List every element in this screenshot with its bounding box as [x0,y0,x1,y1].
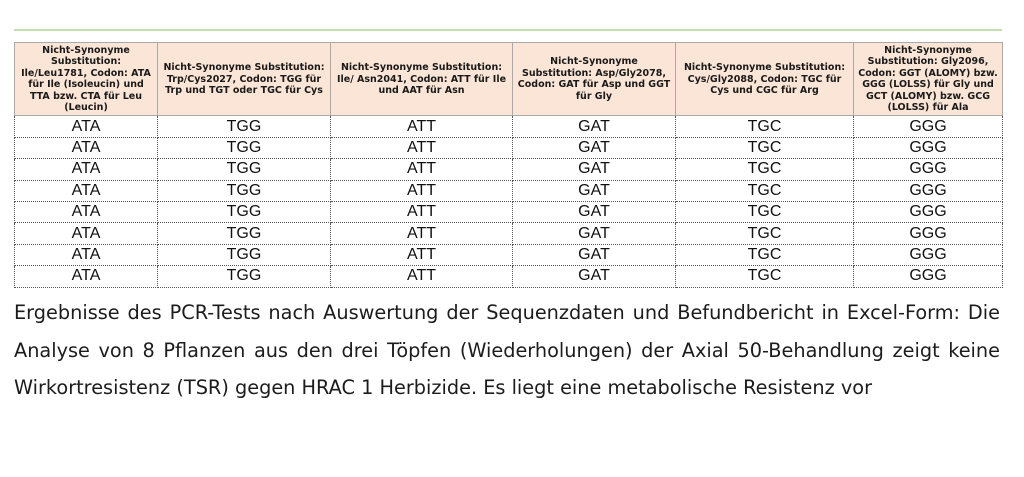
table-cell: TGG [158,266,331,287]
table-cell: ATA [15,266,158,287]
table-cell: TGC [676,180,854,201]
table-cell: TGG [158,202,331,223]
table-row [15,137,1003,158]
table-cell: ATT [331,266,513,287]
table-row [15,202,1003,223]
table-cell: TGG [158,244,331,265]
header-trp-cys2027: Nicht-Synonyme Substitution: Trp/Cys2027, Codon: TGG für Trp und TGT oder TGC für Cys [158,43,331,116]
table-cell: TGG [158,116,331,137]
table-cell: GGG [854,223,1003,244]
table-cell: TGC [676,116,854,137]
table-cell: TGG [158,180,331,201]
pcr-results-table [14,42,1003,288]
table-cell: ATA [15,137,158,158]
header-ile-leu1781: Nicht-Synonyme Substitution: Ile/Leu1781, Codon: ATA für Ile (Isoleucin) und TTA bzw. CTA für Leu (Leucin) [15,43,158,116]
table-cell: GGG [854,180,1003,201]
table-cell: GGG [854,266,1003,287]
table-header-row [15,43,1003,116]
table-cell: ATA [15,180,158,201]
figure-caption: Ergebnisse des PCR-Tests nach Auswertung der Sequenzdaten und Befundbericht in Excel-Form: Die Analyse von 8 Pflanzen aus den drei Töpfen (Wiederholungen) der Axial 50-Behandlung zeigt keine Wirkortresistenz (TSR) gegen HRAC 1 Herbizide. Es liegt eine metabolische Resistenz vor [14,301,1000,399]
table-cell: ATT [331,223,513,244]
header-cys-gly2088: Nicht-Synonyme Substitution: Cys/Gly2088, Codon: TGC für Cys und CGC für Arg [676,43,854,116]
table-cell: ATA [15,116,158,137]
table-cell: ATA [15,202,158,223]
table-cell: ATT [331,137,513,158]
table-cell: TGC [676,244,854,265]
table-cell: GAT [513,223,676,244]
header-ile-asn2041: Nicht-Synonyme Substitution: Ile/ Asn2041, Codon: ATT für Ile und AAT für Asn [331,43,513,116]
table-row [15,266,1003,287]
table-cell: GAT [513,180,676,201]
table-cell: ATA [15,223,158,244]
table-cell: TGG [158,159,331,180]
table-row [15,223,1003,244]
table-cell: GGG [854,244,1003,265]
table-cell: ATT [331,116,513,137]
table-cell: GAT [513,244,676,265]
table-cell: GAT [513,116,676,137]
table-cell: ATT [331,180,513,201]
table-cell: GAT [513,159,676,180]
table-cell: ATT [331,244,513,265]
table-cell: ATA [15,244,158,265]
table-row [15,244,1003,265]
table-row [15,180,1003,201]
table-cell: TGG [158,137,331,158]
table-cell: GAT [513,202,676,223]
table-cell: TGC [676,223,854,244]
table-cell: TGC [676,137,854,158]
table-cell: TGC [676,159,854,180]
header-gly2096: Nicht-Synonyme Substitution: Gly2096, Codon: GGT (ALOMY) bzw. GGG (LOLSS) für Gly und GCT (ALOMY) bzw. GCG (LOLSS) für Ala [854,43,1003,116]
table-cell: ATA [15,159,158,180]
table-cell: GAT [513,266,676,287]
top-divider [14,29,1002,31]
table-cell: ATT [331,202,513,223]
table-cell: GGG [854,116,1003,137]
table-cell: GGG [854,137,1003,158]
table-row [15,159,1003,180]
table-cell: GAT [513,137,676,158]
header-asp-gly2078: Nicht-Synonyme Substitution: Asp/Gly2078, Codon: GAT für Asp und GGT für Gly [513,43,676,116]
table-cell: TGG [158,223,331,244]
table-row [15,116,1003,137]
table-cell: ATT [331,159,513,180]
table-cell: GGG [854,159,1003,180]
table-cell: TGC [676,266,854,287]
table-cell: GGG [854,202,1003,223]
table-cell: TGC [676,202,854,223]
